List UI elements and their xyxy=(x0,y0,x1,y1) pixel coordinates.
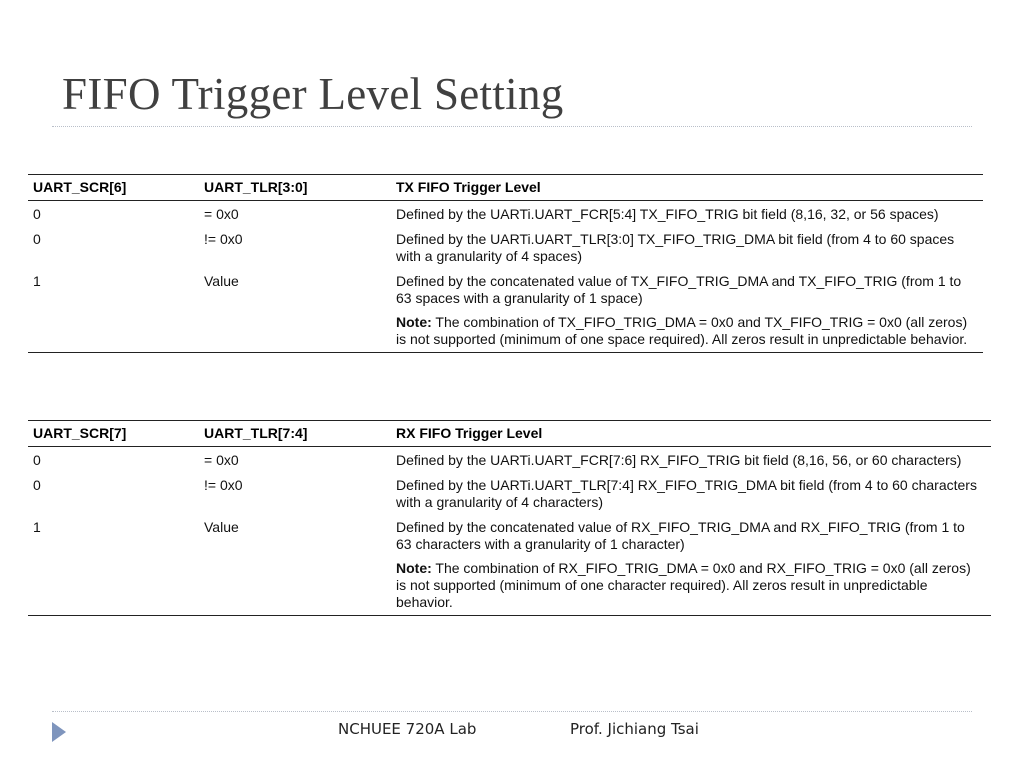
column-header: UART_SCR[7] xyxy=(28,421,199,447)
table-cell xyxy=(28,310,199,353)
column-header: UART_TLR[7:4] xyxy=(199,421,391,447)
table-cell: Value xyxy=(204,519,239,535)
table-row xyxy=(28,472,991,514)
table-cell xyxy=(28,556,199,616)
table-cell: Defined by the UARTi.UART_TLR[7:4] RX_FIFO_TRIG_DMA bit field (from 4 to 60 characters with a granularity of 4 characters) xyxy=(396,477,977,510)
slide-title: FIFO Trigger Level Setting xyxy=(62,69,564,119)
column-header: UART_SCR[6] xyxy=(28,175,199,201)
table-cell: = 0x0 xyxy=(204,452,239,468)
table-row xyxy=(28,447,991,473)
table-row xyxy=(28,226,983,268)
tx-trigger-table xyxy=(28,174,983,353)
table-cell: 1 xyxy=(33,519,41,535)
table-cell: != 0x0 xyxy=(204,477,243,493)
table-cell: Defined by the concatenated value of RX_FIFO_TRIG_DMA and RX_FIFO_TRIG (from 1 to 63 characters with a granularity of 1 character) xyxy=(396,519,965,552)
table-note-row xyxy=(28,310,983,353)
note-cell xyxy=(391,310,983,353)
table-cell: = 0x0 xyxy=(204,206,239,222)
column-header: UART_TLR[3:0] xyxy=(199,175,391,201)
table-cell: 0 xyxy=(33,477,41,493)
column-header: RX FIFO Trigger Level xyxy=(391,421,991,447)
note-label: Note: xyxy=(396,314,432,330)
table-cell: 0 xyxy=(33,206,41,222)
table-cell: != 0x0 xyxy=(204,231,243,247)
footer-professor: Prof. Jichiang Tsai xyxy=(570,720,699,738)
table-row xyxy=(28,514,991,556)
column-header: TX FIFO Trigger Level xyxy=(391,175,983,201)
table-cell: Defined by the UARTi.UART_FCR[7:6] RX_FIFO_TRIG bit field (8,16, 56, or 60 characters) xyxy=(396,452,962,468)
title-divider xyxy=(52,126,972,127)
note-cell xyxy=(391,556,991,616)
table-header-row xyxy=(28,175,983,201)
table-header-row xyxy=(28,421,991,447)
table-cell xyxy=(199,556,391,616)
table-cell: Defined by the concatenated value of TX_FIFO_TRIG_DMA and TX_FIFO_TRIG (from 1 to 63 spaces with a granularity of 1 space) xyxy=(396,273,962,306)
table-cell: 0 xyxy=(33,452,41,468)
note-text: The combination of RX_FIFO_TRIG_DMA = 0x0 and RX_FIFO_TRIG = 0x0 (all zeros) is not supported (minimum of one character required). All zeros result in unpredictable behavior. xyxy=(396,560,971,610)
note-text: The combination of TX_FIFO_TRIG_DMA = 0x0 and TX_FIFO_TRIG = 0x0 (all zeros) is not supported (minimum of one space required). All zeros result in unpredictable behavior. xyxy=(396,314,968,347)
table-cell: Defined by the UARTi.UART_TLR[3:0] TX_FIFO_TRIG_DMA bit field (from 4 to 60 spaces with a granularity of 4 spaces) xyxy=(396,231,955,264)
footer-lab-name: NCHUEE 720A Lab xyxy=(338,720,477,738)
note-label: Note: xyxy=(396,560,432,576)
play-arrow-icon xyxy=(52,722,66,742)
table-row xyxy=(28,201,983,227)
table-row xyxy=(28,268,983,310)
footer-divider xyxy=(52,711,972,712)
rx-trigger-table xyxy=(28,420,991,616)
table-cell: 1 xyxy=(33,273,41,289)
table-cell: 0 xyxy=(33,231,41,247)
table-note-row xyxy=(28,556,991,616)
table-cell: Value xyxy=(204,273,239,289)
table-cell: Defined by the UARTi.UART_FCR[5:4] TX_FIFO_TRIG bit field (8,16, 32, or 56 spaces) xyxy=(396,206,939,222)
table-cell xyxy=(199,310,391,353)
